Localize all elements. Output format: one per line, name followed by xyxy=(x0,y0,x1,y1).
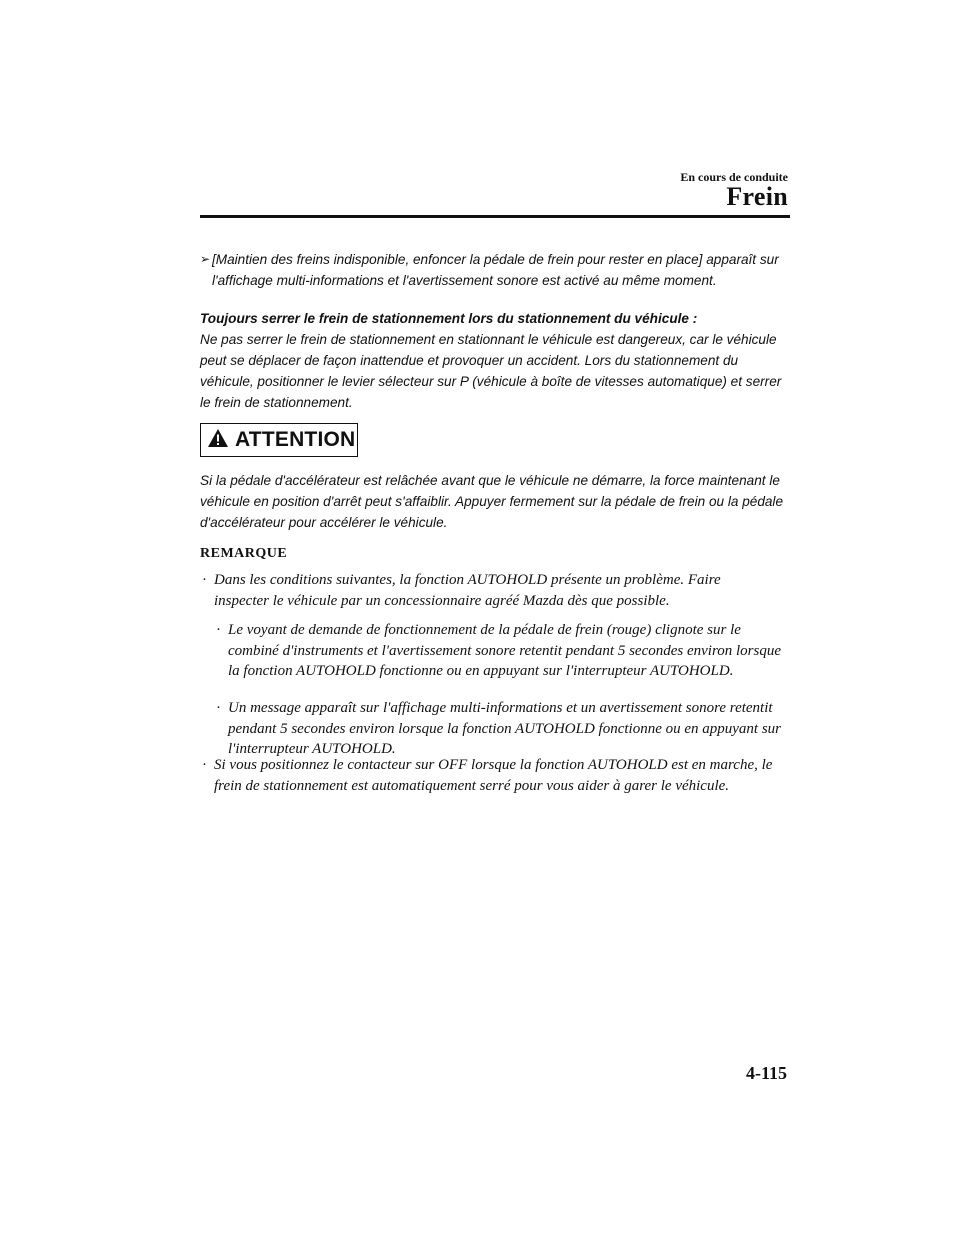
section-label: En cours de conduite xyxy=(680,170,788,184)
note-item-text: Si vous positionnez le contacteur sur OFF lorsque la fonction AUTOHOLD est en marche, le frein de stationnement est automatiquement serré pour vous aider à garer le véhicule. xyxy=(214,757,773,794)
header-divider xyxy=(200,215,790,218)
note-item xyxy=(202,755,784,796)
arrow-bullet-icon: ➢ xyxy=(200,252,211,266)
note-subitem-text: Un message apparaît sur l'affichage multi-informations et un avertissement sonore retentit pendant 5 secondes environ lorsque la fonction AUTOHOLD fonctionne ou en appuyant sur l'interrupteur AUTOHOLD. xyxy=(228,700,782,757)
note-subitem xyxy=(216,698,788,760)
warning-body: Ne pas serrer le frein de stationnement en stationnant le véhicule est dangereux, car le véhicule peut se déplacer de façon inattendue et provoquer un accident. Lors du stationnement du véhicule, positionner le levier sélecteur sur P (véhicule à boîte de vitesses automatique) et serrer le frein de stationnement. xyxy=(200,332,782,410)
bullet-icon: · xyxy=(202,757,207,773)
warning-triangle-icon xyxy=(207,428,229,453)
arrow-item-text: [Maintien des freins indisponible, enfoncer la pédale de frein pour rester en place] apparaît sur l'affichage multi-informations et l'avertissement sonore est activé au même moment. xyxy=(212,252,779,288)
chapter-title: Frein xyxy=(726,182,788,211)
attention-label: ATTENTION xyxy=(235,428,356,451)
arrow-list-item xyxy=(200,249,790,291)
note-item-text: Dans les conditions suivantes, la fonction AUTOHOLD présente un problème. Faire inspecter le véhicule par un concessionnaire agréé Mazda dès que possible. xyxy=(214,572,721,609)
attention-header xyxy=(200,423,358,457)
note-subitem-text: Le voyant de demande de fonctionnement de la pédale de frein (rouge) clignote sur le combiné d'instruments et l'avertissement sonore retentit pendant 5 secondes environ lorsque la fonction AUTOHOLD fonctionne ou en appuyant sur l'interrupteur AUTOHOLD. xyxy=(228,622,781,679)
bullet-icon: · xyxy=(216,700,221,716)
page-number: 4-115 xyxy=(745,1063,787,1083)
note-subitem xyxy=(216,620,788,682)
bullet-icon: · xyxy=(216,622,221,638)
note-title: REMARQUE xyxy=(200,546,288,561)
note-item xyxy=(202,570,774,611)
attention-body: Si la pédale d'accélérateur est relâchée avant que le véhicule ne démarre, la force maintenant le véhicule en position d'arrêt peut s'affaiblir. Appuyer fermement sur la pédale de frein ou la pédale d'accélérateur pour accélérer le véhicule. xyxy=(200,473,784,530)
warning-title: Toujours serrer le frein de stationnement lors du stationnement du véhicule : xyxy=(200,311,698,326)
bullet-icon: · xyxy=(202,572,207,588)
